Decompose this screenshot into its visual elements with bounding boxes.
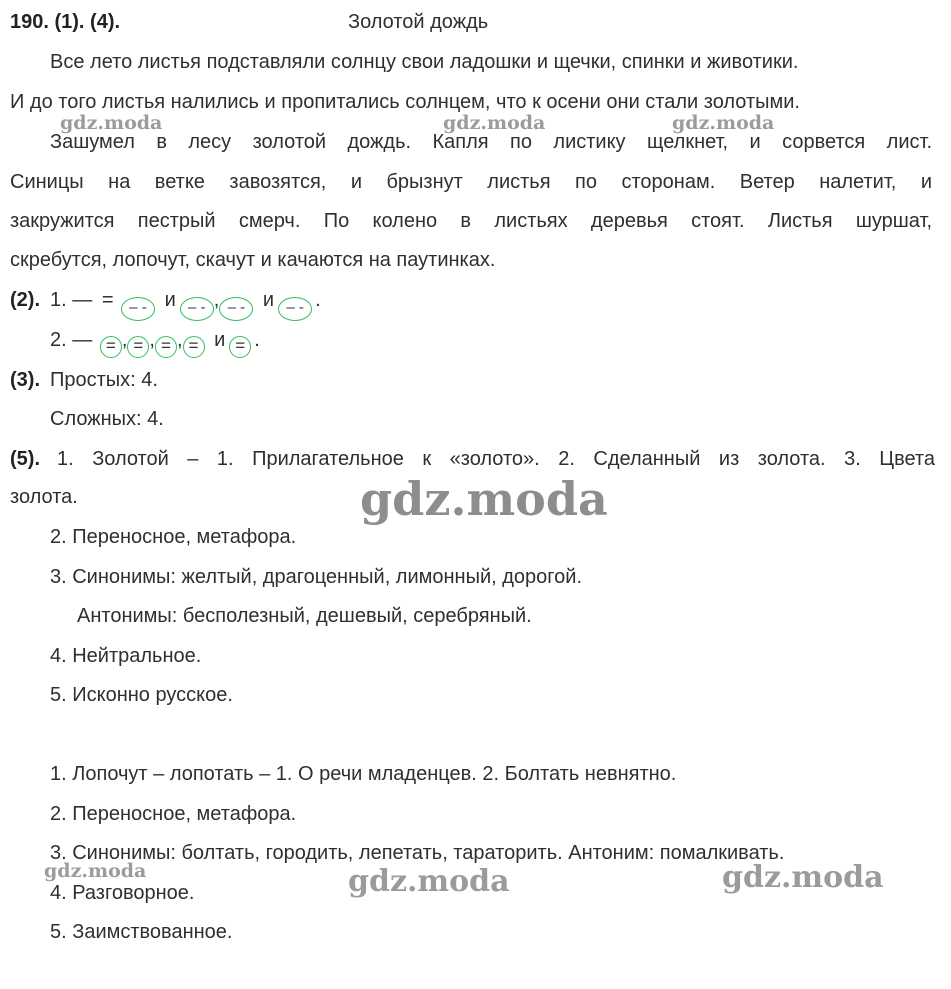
watermark: gdz.moda — [44, 860, 147, 882]
comma: , — [176, 329, 183, 351]
list-item: 4. Разговорное. — [50, 882, 195, 904]
watermark: gdz.moda — [348, 864, 510, 899]
task5-label: (5). — [10, 448, 40, 470]
exercise-number: 190. (1). (4). — [10, 11, 121, 33]
simple-count: Простых: 4. — [50, 369, 158, 391]
word1-definition: 1. Золотой – 1. Прилагательное к «золото». 2. Сделанный из золота. 3. Цвета — [57, 448, 935, 470]
conjunction: и — [214, 329, 226, 351]
predicate-oval-mark: – - — [219, 297, 253, 321]
list-item: 2. Переносное, метафора. — [50, 526, 297, 548]
comma: , — [213, 289, 220, 311]
predicate-oval-mark: = — [183, 336, 205, 358]
predicate-oval-mark: – - — [121, 297, 155, 321]
paragraph-line: Синицы на ветке завозятся, и брызнут листья по сторонам. Ветер налетит, и — [10, 171, 932, 193]
predicate-oval-mark: – - — [180, 297, 214, 321]
watermark: gdz.moda — [360, 472, 608, 526]
conjunction: и — [262, 289, 275, 311]
row1-number: 1. — — [50, 289, 93, 311]
list-item: 3. Синонимы: болтать, городить, лепетать, тараторить. Антоним: помалкивать. — [50, 842, 785, 864]
watermark: gdz.moda — [672, 112, 775, 134]
list-item: 3. Синонимы: желтый, драгоценный, лимонный, дорогой. — [50, 566, 583, 588]
task3-label: (3). — [10, 369, 40, 391]
list-item: 4. Нейтральное. — [50, 645, 202, 667]
paragraph-line: И до того листья налились и пропитались солнцем, что к осени они стали золотыми. — [10, 91, 800, 113]
period: . — [315, 289, 321, 311]
predicate-oval-mark: = — [100, 336, 122, 358]
predicate-oval-mark: = — [155, 336, 177, 358]
predicate-oval-mark: = — [229, 336, 251, 358]
complex-count: Сложных: 4. — [50, 408, 164, 430]
predicate-oval-mark: = — [127, 336, 149, 358]
paragraph-line: Все лето листья подставляли солнцу свои ладошки и щечки, спинки и животики. — [50, 51, 799, 73]
conjunction: и — [164, 289, 176, 311]
period: . — [254, 329, 260, 351]
comma: , — [121, 329, 128, 351]
story-title: Золотой дождь — [348, 11, 489, 33]
list-item: 5. Исконно русское. — [50, 684, 233, 706]
row1-equals: = — [101, 289, 114, 311]
predicate-oval-mark: – - — [278, 297, 312, 321]
watermark: gdz.moda — [722, 860, 884, 895]
word1-definition-cont: золота. — [10, 486, 78, 508]
row2-number: 2. — — [50, 329, 93, 351]
paragraph-line: скребутся, лопочут, скачут и качаются на паутинках. — [10, 249, 496, 271]
task2-row2 — [50, 328, 260, 358]
task2-row1 — [50, 288, 321, 321]
word2-definition: 1. Лопочут – лопотать – 1. О речи младенцев. 2. Болтать невнятно. — [50, 763, 677, 785]
list-item: Антонимы: бесполезный, дешевый, серебряный. — [77, 605, 532, 627]
comma: , — [149, 329, 155, 351]
watermark: gdz.moda — [443, 112, 546, 134]
watermark: gdz.moda — [60, 112, 163, 134]
list-item: 5. Заимствованное. — [50, 921, 233, 943]
list-item: 2. Переносное, метафора. — [50, 803, 297, 825]
paragraph-line: Зашумел в лесу золотой дождь. Капля по листику щелкнет, и сорвется лист. — [50, 131, 932, 153]
paragraph-line: закружится пестрый смерч. По колено в листьях деревья стоят. Листья шуршат, — [10, 210, 932, 232]
task2-label: (2). — [10, 289, 40, 311]
